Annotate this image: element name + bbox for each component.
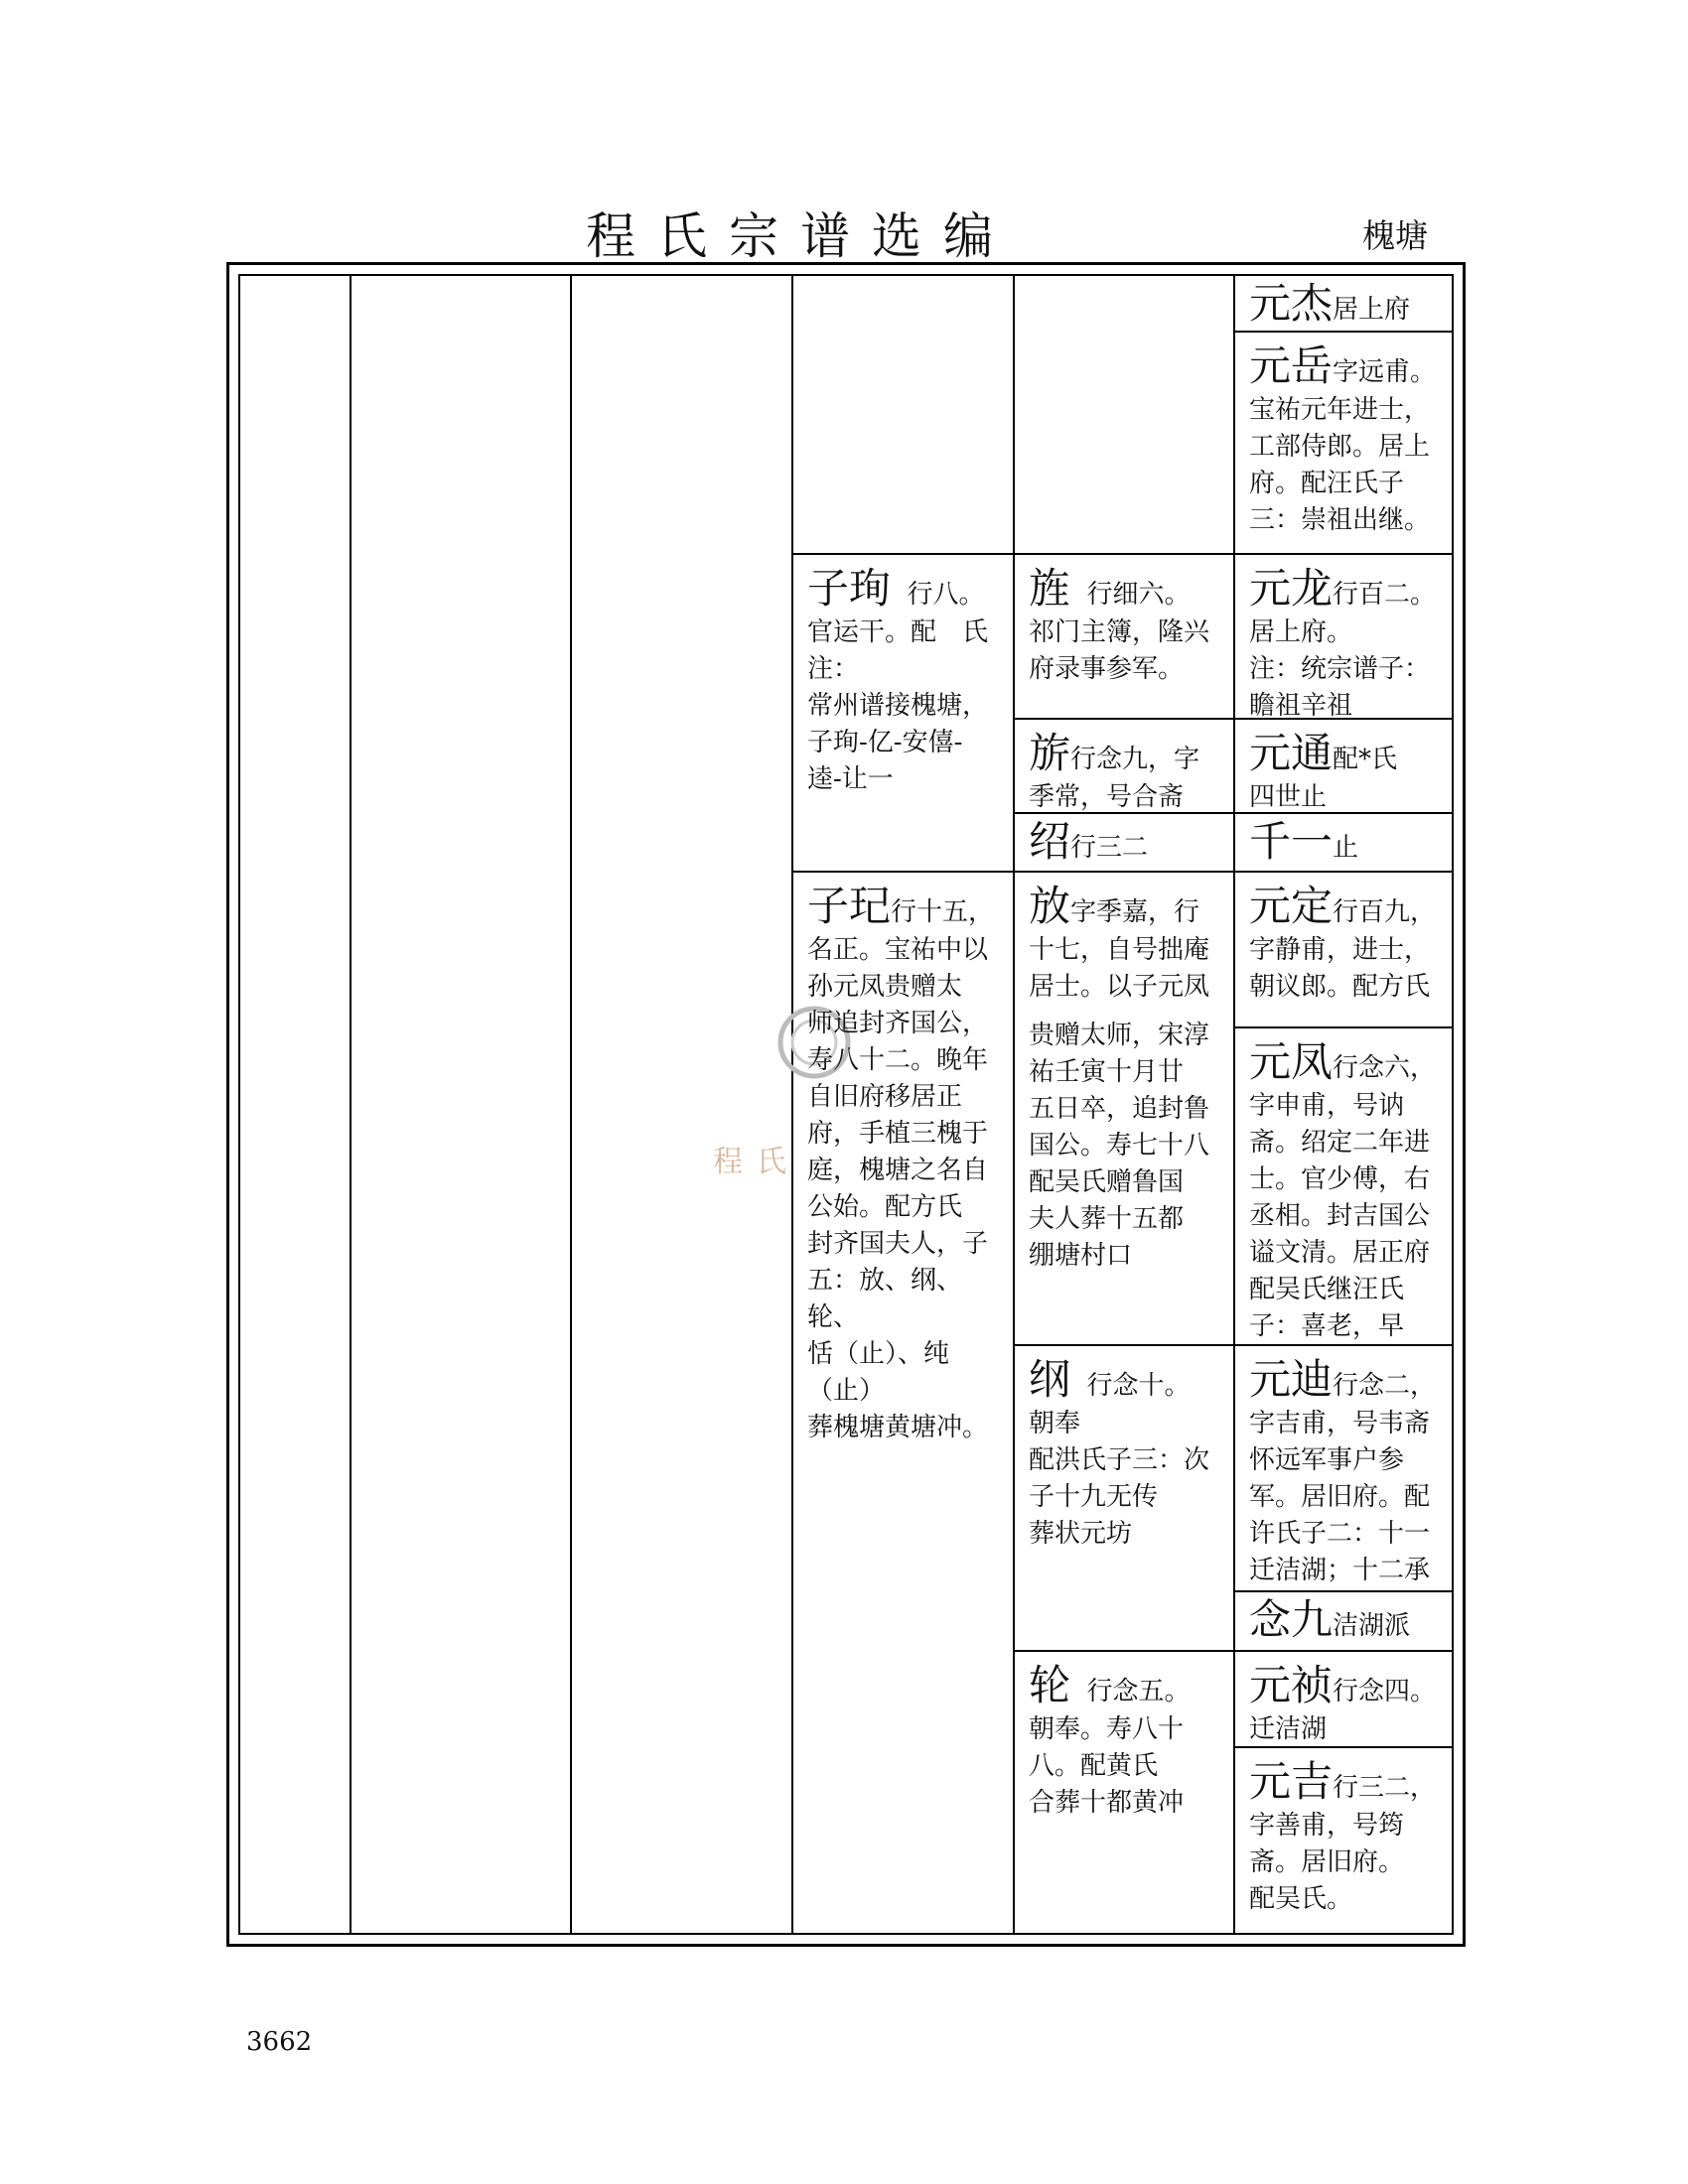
entry-line: 季常，号合斋	[1029, 782, 1185, 812]
entry-text: 居上府	[1333, 295, 1411, 325]
entry-line: 谥文清。居正府	[1249, 1238, 1431, 1268]
entry-yuanji	[1235, 1748, 1452, 1933]
entry-line: 三：崇祖出继。	[1249, 505, 1431, 535]
watermark-text: 程氏	[713, 1145, 800, 1179]
entry-name: 千一	[1249, 817, 1334, 866]
entry-line: 府。配汪氏子	[1249, 469, 1405, 498]
entry-name: 子玘	[807, 882, 892, 930]
entry-line: 绷塘村口	[1029, 1241, 1133, 1271]
entry-yuanding	[1235, 873, 1452, 1026]
entry-yuanjie	[1235, 276, 1452, 331]
entry-name: 轮	[1029, 1661, 1071, 1709]
column-divider	[570, 274, 572, 1935]
entry-line: 行念六，	[1333, 1053, 1437, 1083]
entry-ziqi	[793, 873, 1011, 1468]
entry-line: 十七，自号拙庵	[1029, 935, 1210, 965]
entry-line: 斋。绍定二年进	[1249, 1128, 1431, 1158]
entry-line: 贵赠太师，宋淳	[1029, 1021, 1210, 1050]
entry-yuanyue	[1235, 333, 1452, 553]
entry-line: 瞻祖辛祖	[1249, 691, 1353, 718]
entry-line: 八。配黄氏	[1029, 1751, 1159, 1781]
entry-name: 念九	[1249, 1595, 1334, 1644]
entry-line: 字善甫，号筠	[1249, 1811, 1405, 1841]
entry-line: 工部侍郎。居上	[1249, 432, 1431, 462]
entry-line: 夫人葬十五都	[1029, 1204, 1185, 1234]
entry-line: 斋。居旧府。	[1249, 1847, 1405, 1877]
entry-line: 子：喜老，早	[1249, 1311, 1405, 1341]
page-title: 程氏宗谱选编	[586, 207, 1015, 265]
entry-line: 字静甫，进士，	[1249, 935, 1431, 965]
entry-name: 旌	[1029, 564, 1071, 613]
entry-line: 注：	[807, 654, 860, 684]
place-label: 槐塘	[1362, 216, 1428, 255]
entry-line: 行念二，	[1333, 1371, 1437, 1401]
entry-line: 朝奉。寿八十	[1029, 1714, 1185, 1744]
entry-line: 行百二。	[1333, 580, 1437, 610]
entry-line: 葬槐塘黄塘冲。	[807, 1413, 989, 1442]
entry-line: 字申甫，号讷	[1249, 1091, 1405, 1121]
entry-line: 寿八十二。晚年	[807, 1045, 989, 1075]
entry-text: 行三二	[1070, 833, 1149, 863]
entry-line: 五日卒，追封鲁	[1029, 1094, 1210, 1124]
entry-line: 军。居旧府。配	[1249, 1482, 1431, 1512]
entry-line: 字吉甫，号韦斋	[1249, 1409, 1431, 1438]
entry-yuandi	[1235, 1346, 1452, 1590]
column-divider	[350, 274, 352, 1935]
entry-name: 元吉	[1249, 1757, 1334, 1806]
entry-yuanlong	[1235, 555, 1452, 718]
entry-line: 丞相。封吉国公	[1249, 1201, 1431, 1231]
entry-qi	[1015, 720, 1231, 812]
entry-line: 行百九，	[1333, 897, 1437, 927]
entry-line: 五：放、纲、轮、	[807, 1266, 963, 1332]
entry-line: 居上府。	[1249, 617, 1353, 647]
entry-line: 子十九无传	[1029, 1482, 1159, 1512]
entry-line: 师追封齐国公，	[807, 1009, 989, 1038]
entry-line: 封齐国夫人，子	[807, 1229, 989, 1259]
entry-line: 迁洁湖；十二承	[1249, 1556, 1431, 1585]
entry-name: 元迪	[1249, 1355, 1334, 1404]
entry-line: 迁洁湖	[1249, 1714, 1328, 1744]
entry-name: 旂	[1029, 729, 1071, 777]
entry-name: 子珣	[807, 564, 892, 613]
entry-zixun	[793, 555, 1011, 871]
entry-line: 怀远军事户参	[1249, 1445, 1405, 1475]
entry-line: 士。官少傅，右	[1249, 1164, 1431, 1194]
entry-line: 庭，槐塘之名自	[807, 1156, 989, 1185]
entry-line: 名正。宝祐中以	[807, 935, 989, 965]
entry-line: 行三二，	[1333, 1773, 1437, 1803]
entry-line: 居士。以子元凤	[1029, 972, 1210, 1002]
entry-line: 配吴氏继汪氏	[1249, 1275, 1405, 1304]
entry-line: 合葬十都黄冲	[1029, 1788, 1185, 1818]
entry-name: 元定	[1249, 882, 1334, 930]
entry-name: 纲	[1029, 1355, 1071, 1404]
entry-text: 止	[1333, 833, 1359, 863]
entry-name: 绍	[1029, 817, 1071, 866]
entry-line: 行念五。	[1086, 1677, 1191, 1706]
entry-line: 官运干。配 氏	[807, 617, 989, 647]
entry-line: 字季嘉，行	[1070, 897, 1200, 927]
entry-lun	[1015, 1652, 1231, 1933]
entry-line: 府，手植三槐于	[807, 1119, 989, 1149]
entry-name: 元龙	[1249, 564, 1334, 613]
entry-jing	[1015, 555, 1231, 718]
entry-line: 自旧府移居正	[807, 1082, 963, 1112]
entry-line: 行念十。	[1086, 1371, 1191, 1401]
entry-line: 许氏子二：十一	[1249, 1519, 1431, 1549]
entry-line: 配*氏	[1333, 745, 1398, 774]
entry-line: 配洪氏子三：次	[1029, 1445, 1210, 1475]
entry-line: 逵-让一	[807, 764, 894, 794]
entry-name: 元祯	[1249, 1661, 1334, 1709]
entry-line: 葬状元坊	[1029, 1519, 1133, 1549]
entry-shao	[1015, 814, 1231, 871]
entry-line: 行念四。	[1333, 1677, 1437, 1706]
entry-text: 洁湖派	[1333, 1611, 1411, 1641]
entry-yuantong	[1235, 720, 1452, 812]
entry-line: 恬（止）、纯（止）	[807, 1339, 950, 1406]
entry-line: 行念九，字	[1070, 745, 1200, 774]
entry-nianjiu	[1235, 1592, 1452, 1650]
entry-fang	[1015, 873, 1231, 1344]
entry-line: 孙元凤贵赠太	[807, 972, 963, 1002]
entry-gang	[1015, 1346, 1231, 1650]
entry-line: 祐壬寅十月廿	[1029, 1057, 1185, 1087]
entry-line: 公始。配方氏	[807, 1192, 963, 1222]
entry-line: 注：统宗谱子：	[1249, 654, 1431, 684]
entry-name: 元杰	[1249, 279, 1334, 328]
entry-name: 元凤	[1249, 1037, 1334, 1086]
page-number: 3662	[246, 2027, 313, 2057]
entry-yuanzhen	[1235, 1652, 1452, 1746]
entry-line: 常州谱接槐塘，	[807, 691, 989, 721]
entry-line: 配吴氏赠鲁国	[1029, 1167, 1185, 1197]
entry-line: 国公。寿七十八	[1029, 1131, 1210, 1160]
entry-line: 四世止	[1249, 782, 1328, 812]
entry-line: 配吴氏。	[1249, 1884, 1353, 1914]
entry-line: 行八。	[907, 580, 985, 610]
entry-line: 府录事参军。	[1029, 654, 1185, 684]
entry-line: 祁门主簿，隆兴	[1029, 617, 1210, 647]
entry-name: 放	[1029, 882, 1071, 930]
entry-line: 行细六。	[1086, 580, 1191, 610]
entry-name: 元通	[1249, 729, 1334, 777]
entry-line: 宝祐元年进士，	[1249, 395, 1431, 425]
entry-line: 行十五，	[891, 897, 995, 927]
entry-line: 朝议郎。配方氏	[1249, 972, 1431, 1002]
entry-qianyi	[1235, 814, 1452, 871]
entry-line: 字远甫。	[1333, 357, 1437, 387]
entry-name: 元岳	[1249, 341, 1334, 390]
entry-yuanfeng	[1235, 1028, 1452, 1344]
entry-line: 子珣-亿-安僖-	[807, 728, 963, 757]
entry-line: 朝奉	[1029, 1409, 1081, 1438]
